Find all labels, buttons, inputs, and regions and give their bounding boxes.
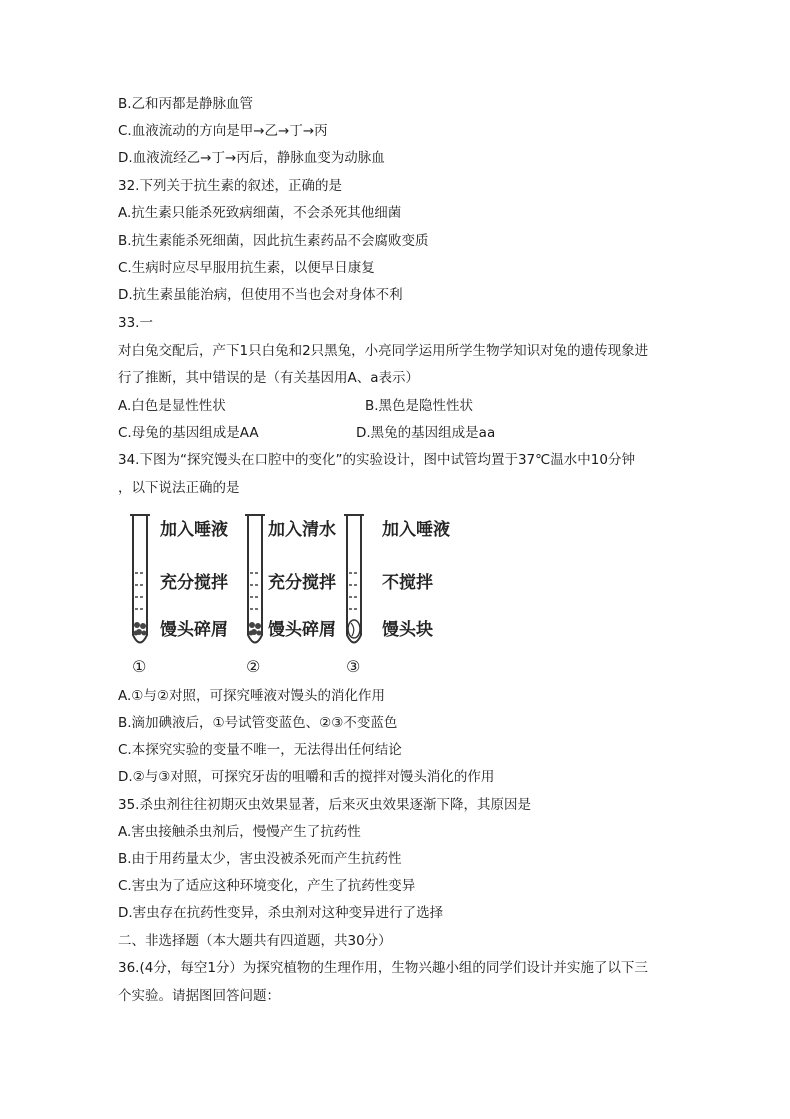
q32-option-b: B.抗生素能杀死细菌，因此抗生素药品不会腐败变质 [118, 233, 429, 249]
q33-stem-line1: 对白兔交配后，产下1只白兔和2只黑兔，小亮同学运用所学生物学知识对兔的遗传现象进 [118, 343, 649, 359]
tube-2-food-label: 馒头碎屑 [268, 620, 336, 640]
test-tube-1 [130, 515, 150, 643]
q35-option-b: B.由于用药量太少，害虫没被杀死而产生抗药性 [118, 851, 402, 867]
q35-option-a: A.害虫接触杀虫剂后，慢慢产生了抗药性 [118, 824, 361, 840]
q34-stem-line2: ，以下说法正确的是 [118, 480, 240, 496]
tube-3-add-label: 加入唾液 [382, 520, 450, 540]
q35-option-d: D.害虫存在抗药性变异，杀虫剂对这种变异进行了选择 [118, 905, 444, 921]
tube-2-add-label: 加入清水 [268, 520, 336, 540]
q34-option-b: B.滴加碘液后，①号试管变蓝色、②③不变蓝色 [118, 715, 398, 731]
q33-option-c: C.母兔的基因组成是AA [118, 425, 259, 441]
tube-3-food-label: 馒头块 [382, 620, 433, 640]
q34-option-d: D.②与③对照，可探究牙齿的咀嚼和舌的搅拌对馒头消化的作用 [118, 769, 495, 785]
q33-option-b: B.黑色是隐性性状 [365, 398, 474, 414]
q34-option-c: C.本探究实验的变量不唯一，无法得出任何结论 [118, 742, 402, 758]
q35-stem: 35.杀虫剂往往初期灭虫效果显著，后来灭虫效果逐渐下降，其原因是 [118, 797, 531, 813]
q33-option-d: D.黑兔的基因组成是aa [356, 425, 496, 441]
q33-number: 33.一 [118, 315, 153, 331]
q32-option-a: A.抗生素只能杀死致病细菌，不会杀死其他细菌 [118, 205, 402, 221]
q34-stem-line1: 34.下图为“探究馒头在口腔中的变化”的实验设计，图中试管均置于37℃温水中10分钟 [118, 452, 635, 468]
q35-option-c: C.害虫为了适应这种环境变化，产生了抗药性变异 [118, 878, 416, 894]
q31-option-b: B.乙和丙都是静脉血管 [118, 96, 254, 112]
q31-option-d: D.血液流经乙→丁→丙后，静脉血变为动脉血 [118, 150, 385, 166]
q33-option-a: A.白色是显性性状 [118, 398, 226, 414]
tube-2-number: ② [246, 657, 261, 676]
tube-3-stir-label: 不搅拌 [382, 573, 433, 593]
tube-1-add-label: 加入唾液 [160, 520, 228, 540]
test-tube-3 [344, 515, 364, 643]
tube-1-food-label: 馒头碎屑 [160, 620, 228, 640]
q33-stem-line2: 行了推断，其中错误的是（有关基因用A、a表示） [118, 370, 420, 386]
test-tube-figure [118, 505, 468, 680]
test-tube-2 [245, 515, 265, 643]
q32-stem: 32.下列关于抗生素的叙述，正确的是 [118, 178, 342, 194]
q32-option-d: D.抗生素虽能治病，但使用不当也会对身体不利 [118, 287, 403, 303]
section-2-heading: 二、非选择题（本大题共有四道题，共30分） [118, 933, 392, 949]
tube-1-number: ① [132, 657, 147, 676]
tube-1-stir-label: 充分搅拌 [160, 573, 228, 593]
tube-3-number: ③ [346, 657, 361, 676]
q31-option-c: C.血液流动的方向是甲→乙→丁→丙 [118, 123, 328, 139]
q34-option-a: A.①与②对照，可探究唾液对馒头的消化作用 [118, 688, 385, 704]
q32-option-c: C.生病时应尽早服用抗生素，以便早日康复 [118, 260, 375, 276]
tube-2-stir-label: 充分搅拌 [268, 573, 336, 593]
q36-stem-line1: 36.(4分，每空1分）为探究植物的生理作用，生物兴趣小组的同学们设计并实施了以下三 [118, 960, 648, 976]
q36-stem-line2: 个实验。请据图回答问题： [118, 988, 280, 1004]
